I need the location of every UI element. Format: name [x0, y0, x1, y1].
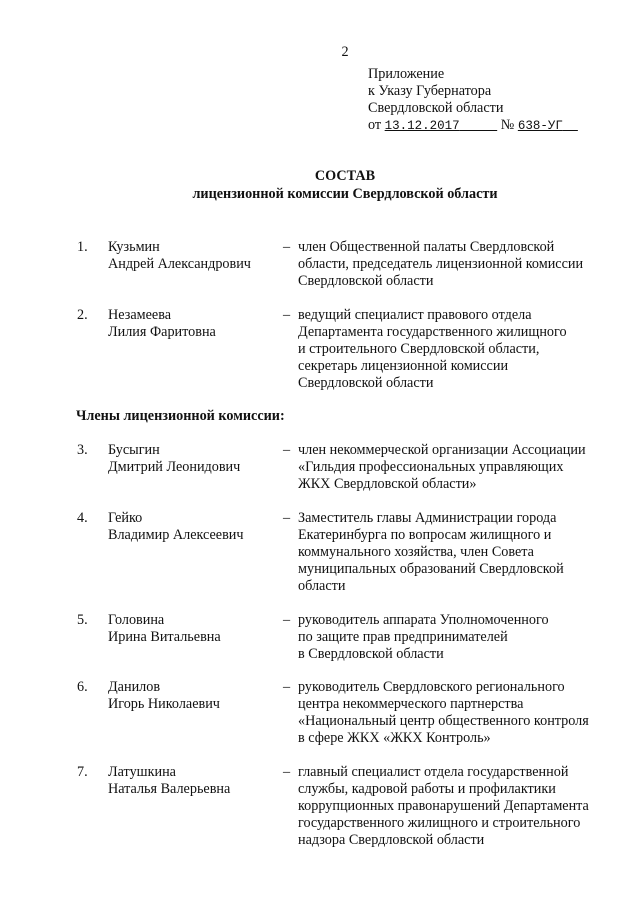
person-name	[108, 442, 280, 476]
appendix-line: Приложение	[368, 66, 445, 82]
person-name	[108, 679, 280, 713]
surname: Незамеева	[108, 307, 171, 323]
item-number: 6.	[77, 679, 88, 695]
dash: –	[283, 764, 291, 780]
dash: –	[283, 612, 291, 628]
person-name	[108, 307, 280, 341]
position-description: главный специалист отдела государственной службы, кадровой работы и профилактики коррупционных правонарушений Департамента государственного жилищного и строительного надзора Свердловской области	[298, 764, 589, 848]
person-name	[108, 510, 280, 544]
item-number: 4.	[77, 510, 88, 526]
position-description: ведущий специалист правового отдела Департамента государственного жилищного и строительного Свердловской области, секретарь лицензионной комиссии Свердловской области	[298, 307, 567, 391]
item-number: 5.	[77, 612, 88, 628]
position-description: член некоммерческой организации Ассоциации «Гильдия профессиональных управляющих ЖКХ Свердловской области»	[298, 442, 586, 492]
number-prefix: №	[500, 117, 515, 133]
position-description: Заместитель главы Администрации города Екатеринбурга по вопросам жилищного и коммунального хозяйства, член Совета муниципальных образований Свердловской области	[298, 510, 564, 594]
item-number: 3.	[77, 442, 88, 458]
section-heading: Члены лицензионной комиссии:	[76, 408, 285, 424]
surname: Бусыгин	[108, 442, 160, 458]
document-subtitle: лицензионной комиссии Свердловской области	[192, 186, 498, 202]
given-names: Наталья Валерьевна	[108, 781, 231, 797]
position-description: руководитель Свердловского регионального центра некоммерческого партнерства «Национальный центр общественного контроля в сфере ЖКХ «ЖКХ Контроль»	[298, 679, 589, 746]
appendix-line: к Указу Губернатора	[368, 83, 492, 99]
appendix-header	[368, 66, 578, 135]
dash: –	[283, 307, 291, 323]
given-names: Андрей Александрович	[108, 256, 251, 272]
person-name	[108, 612, 280, 646]
surname: Кузьмин	[108, 239, 160, 255]
dash: –	[283, 239, 291, 255]
given-names: Ирина Витальевна	[108, 629, 221, 645]
decree-number: 638-УГ	[517, 119, 563, 133]
surname: Данилов	[108, 679, 161, 695]
decree-date: 13.12.2017	[384, 119, 460, 133]
given-names: Лилия Фаритовна	[108, 324, 216, 340]
person-name	[108, 764, 280, 798]
document-title: СОСТАВ	[314, 168, 376, 184]
item-number: 7.	[77, 764, 88, 780]
given-names: Игорь Николаевич	[108, 696, 220, 712]
dash: –	[283, 510, 291, 526]
date-prefix: от	[368, 117, 382, 133]
position-description: руководитель аппарата Уполномоченного по защите прав предпринимателей в Свердловской области	[298, 612, 549, 662]
appendix-date-line	[368, 117, 578, 135]
dash: –	[283, 442, 291, 458]
appendix-line: Свердловской области	[368, 100, 504, 116]
surname: Головина	[108, 612, 165, 628]
surname: Латушкина	[108, 764, 176, 780]
position-description: член Общественной палаты Свердловской области, председатель лицензионной комиссии Свердловской области	[298, 239, 584, 289]
item-number: 1.	[77, 239, 88, 255]
surname: Гейко	[108, 510, 143, 526]
given-names: Владимир Алексеевич	[108, 527, 244, 543]
dash: –	[283, 679, 291, 695]
item-number: 2.	[77, 307, 88, 323]
person-name	[108, 239, 280, 273]
page-number: 2	[341, 44, 349, 60]
given-names: Дмитрий Леонидович	[108, 459, 241, 475]
